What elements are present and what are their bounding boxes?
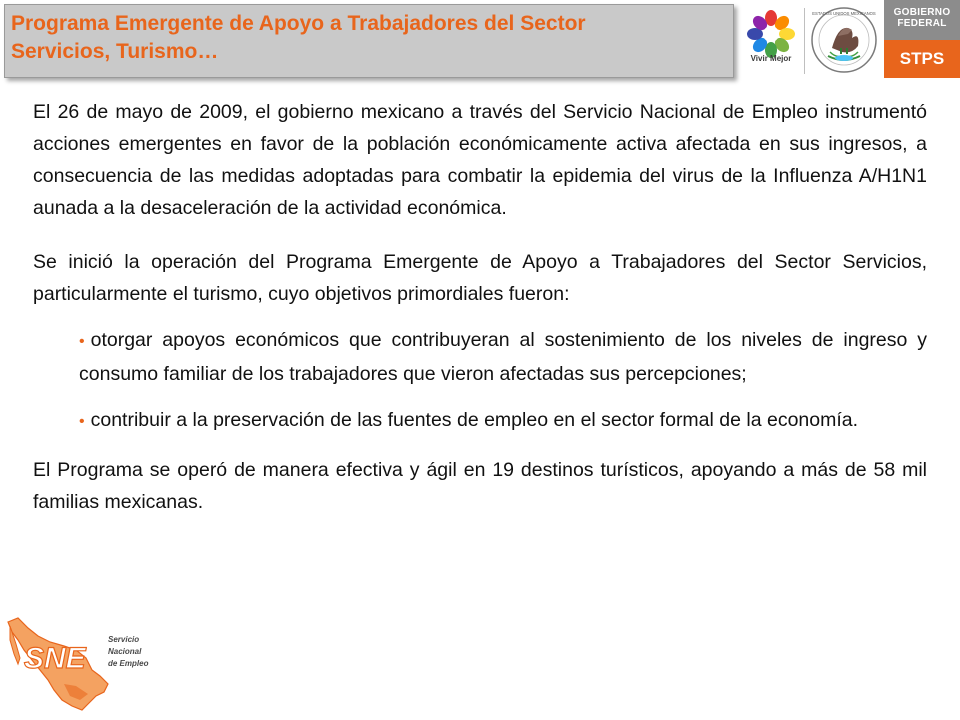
objective-2: contribuir a la preservación de las fuentes de empleo en el sector formal de la economía. <box>90 409 859 431</box>
logo-divider <box>804 8 805 74</box>
paragraph-program: Se inició la operación del Programa Emergente de Apoyo a Trabajadores del Sector Servicios, particularmente el turismo, cuyo objetivos primordiales fueron: <box>33 251 927 305</box>
federal-label: FEDERAL <box>897 18 947 29</box>
sne-line2: Nacional <box>108 647 142 656</box>
bullet-icon: • <box>79 413 85 430</box>
gobierno-federal-band <box>884 0 960 40</box>
sne-logo <box>4 614 154 718</box>
sne-acronym: SNE <box>24 642 86 675</box>
stps-label: STPS <box>884 40 960 78</box>
gobierno-federal-logo <box>884 0 960 78</box>
objective-1: otorgar apoyos económicos que contribuyeran al sostenimiento de los niveles de ingreso y consumo familiar de los trabajadores que vieron afectadas sus percepciones; <box>79 329 927 385</box>
slide-title <box>11 10 733 66</box>
list-item <box>79 404 927 438</box>
objectives-list <box>79 324 927 438</box>
mexican-seal-icon <box>808 2 880 76</box>
bullet-icon: • <box>79 333 85 350</box>
sne-line3: de Empleo <box>108 659 149 668</box>
sne-line1: Servicio <box>108 635 140 644</box>
vivir-mejor-label: Vivir Mejor <box>750 54 792 63</box>
list-item <box>79 324 927 390</box>
seal-text: ESTADOS UNIDOS MEXICANOS <box>812 11 876 16</box>
paragraph-results: El Programa se operó de manera efectiva y ágil en 19 destinos turísticos, apoyando a más de 58 mil familias mexicanas. <box>33 459 927 513</box>
body-content <box>33 96 927 518</box>
slide-title-line2: Servicios, Turismo… <box>11 40 219 63</box>
title-banner <box>4 4 734 78</box>
slide-title-line1: Programa Emergente de Apoyo a Trabajadores del Sector <box>11 12 586 35</box>
gobierno-label: GOBIERNO <box>893 7 951 18</box>
paragraph-intro: El 26 de mayo de 2009, el gobierno mexicano a través del Servicio Nacional de Empleo instrumentó acciones emergentes en favor de la población económicamente activa afectada en sus ingresos, a consecuencia de las medidas adoptadas para combatir la epidemia del virus de la Influenza A/H1N1 aunada a la desaceleración de la actividad económica. <box>33 101 927 219</box>
